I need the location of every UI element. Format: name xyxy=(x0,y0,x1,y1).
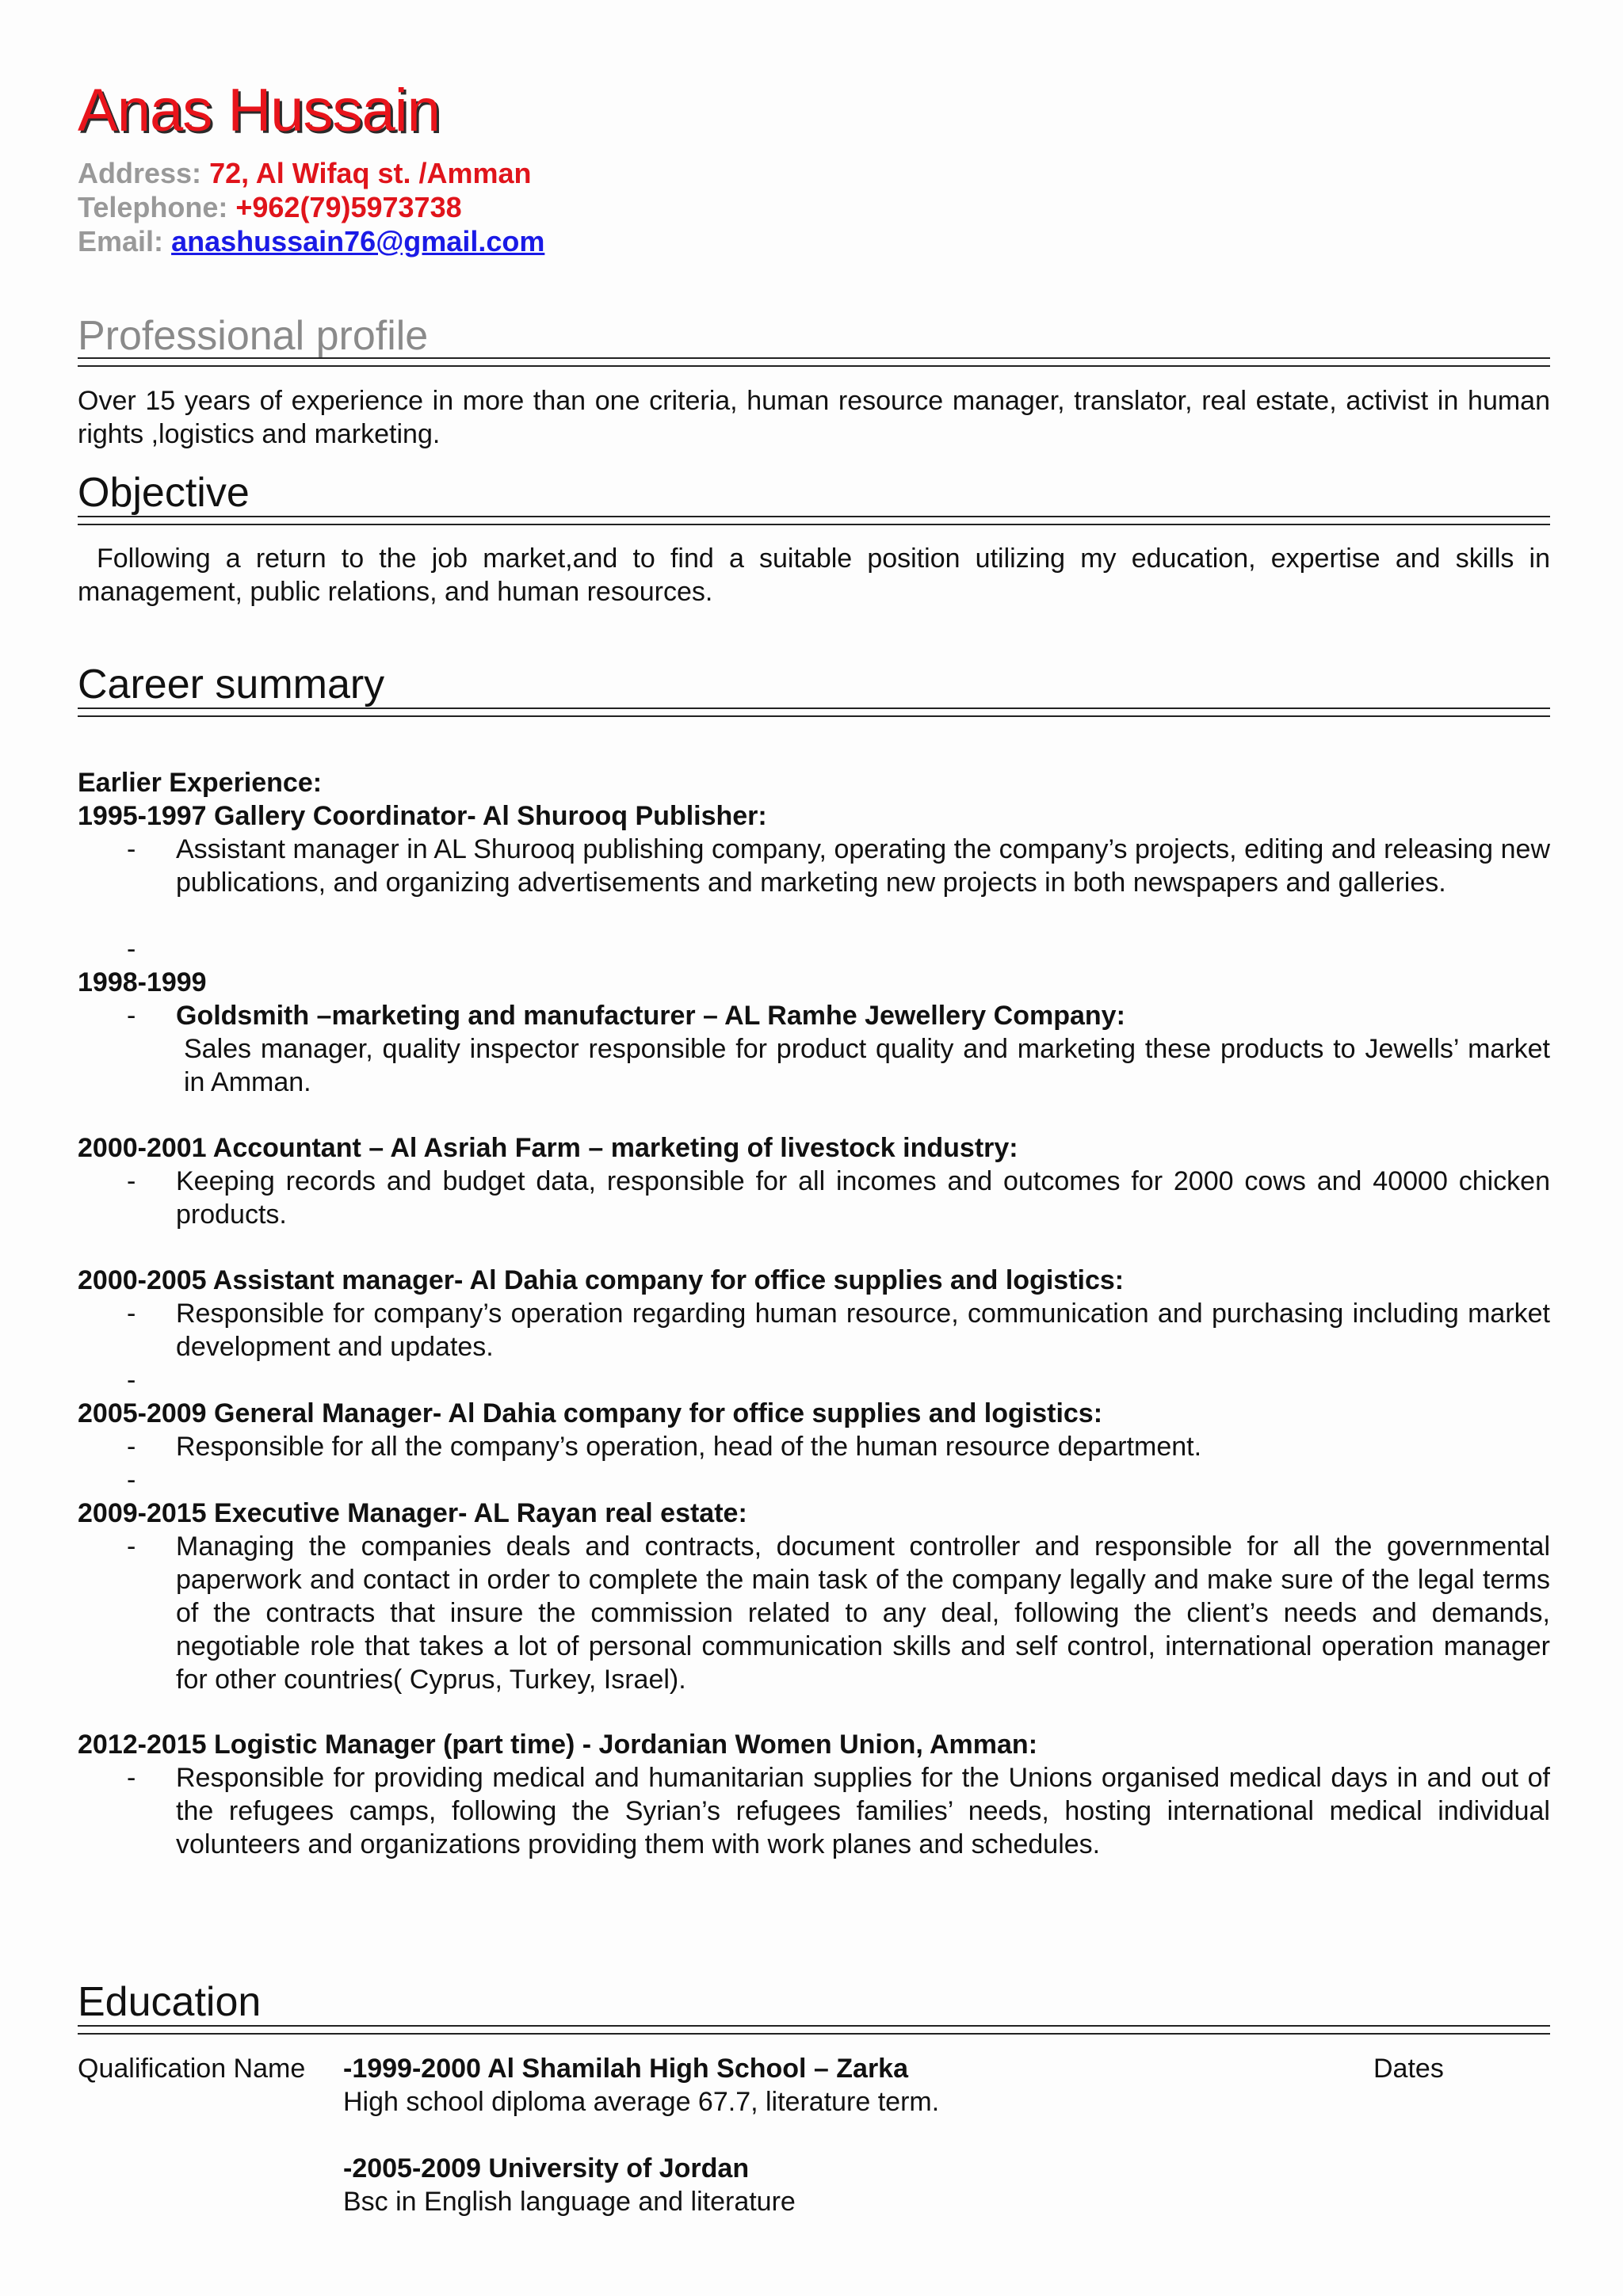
section-title-objective: Objective xyxy=(78,470,250,516)
section-rule xyxy=(78,357,1550,367)
job-heading: 2009-2015 Executive Manager- AL Rayan real estate: xyxy=(78,1498,747,1528)
email-line xyxy=(78,225,544,258)
bullet-dash: - xyxy=(127,1531,136,1562)
email-link[interactable]: anashussain76@gmail.com xyxy=(171,225,545,257)
education-heading: -2005-2009 University of Jordan xyxy=(343,2153,750,2183)
bullet-dash: - xyxy=(127,1001,136,1031)
job-heading: 2005-2009 General Manager- Al Dahia company for office supplies and logistics: xyxy=(78,1398,1103,1428)
address-line xyxy=(78,157,532,190)
bullet-dash: - xyxy=(127,1299,136,1329)
job-description: Responsible for company’s operation regarding human resource, communication and purchasing including market development and updates. xyxy=(176,1299,1550,1362)
education-heading: -1999-2000 Al Shamilah High School – Zarka xyxy=(343,2054,909,2084)
job-heading: 2000-2001 Accountant – Al Asriah Farm – marketing of livestock industry: xyxy=(78,1133,1018,1163)
section-title-career: Career summary xyxy=(78,662,385,707)
bullet-dash: - xyxy=(127,1465,136,1495)
qualification-name-label: Qualification Name xyxy=(78,2054,306,2084)
objective-text: Following a return to the job market,and to find a suitable position utilizing my education, expertise and skills in management, public relations, and human resources. xyxy=(78,543,1550,607)
earlier-experience-heading: Earlier Experience: xyxy=(78,768,323,798)
section-rule xyxy=(78,707,1550,717)
profile-text: Over 15 years of experience in more than one criteria, human resource manager, translator, real estate, activist in human rights ,logistics and marketing. xyxy=(78,386,1550,449)
section-title-profile: Professional profile xyxy=(78,313,429,359)
job-heading: 1995-1997 Gallery Coordinator- Al Shurooq Publisher: xyxy=(78,801,767,831)
bullet-dash: - xyxy=(127,1365,136,1395)
education-detail: Bsc in English language and literature xyxy=(343,2187,796,2217)
section-title-education: Education xyxy=(78,1979,262,2025)
job-description: Keeping records and budget data, responsible for all incomes and outcomes for 2000 cows and 40000 chicken products. xyxy=(176,1166,1550,1230)
job-heading: 2012-2015 Logistic Manager (part time) - Jordanian Women Union, Amman: xyxy=(78,1730,1038,1760)
address-label: Address: xyxy=(78,157,202,189)
section-rule xyxy=(78,516,1550,525)
job-description: Responsible for all the company’s operation, head of the human resource department. xyxy=(176,1432,1202,1462)
telephone-label: Telephone: xyxy=(78,191,228,223)
bullet-dash: - xyxy=(127,1432,136,1462)
job-description: Assistant manager in AL Shurooq publishing company, operating the company’s projects, editing and releasing new publications, and organizing advertisements and marketing new projects in both newspapers and galleries. xyxy=(176,834,1550,898)
bullet-dash: - xyxy=(127,1166,136,1196)
bullet-dash: - xyxy=(127,1763,136,1793)
job-description: Managing the companies deals and contracts, document controller and responsible for all the governmental paperwork and contact in order to complete the main task of the company legally and make sure of the legal terms of the contracts that insure the commission related to any deal, following the client’s needs and demands, negotiable role that takes a lot of personal communication skills and self control, international operation manager for other countries( Cyprus, Turkey, Israel). xyxy=(176,1531,1550,1695)
job-subheading: Goldsmith –marketing and manufacturer – AL Ramhe Jewellery Company: xyxy=(176,1001,1125,1031)
job-heading: 1998-1999 xyxy=(78,967,207,997)
job-heading: 2000-2005 Assistant manager- Al Dahia company for office supplies and logistics: xyxy=(78,1265,1125,1295)
job-description: Sales manager, quality inspector responsible for product quality and marketing these products to Jewells’ market in Amman. xyxy=(184,1034,1550,1097)
bullet-dash: - xyxy=(127,834,136,864)
telephone-line xyxy=(78,191,462,224)
bullet-dash: - xyxy=(127,934,136,964)
dates-label: Dates xyxy=(1373,2054,1444,2084)
education-detail: High school diploma average 67.7, literature term. xyxy=(343,2087,940,2117)
email-label: Email: xyxy=(78,225,164,257)
section-rule xyxy=(78,2025,1550,2035)
candidate-name: Anas Hussain xyxy=(78,77,440,144)
telephone-value: +962(79)5973738 xyxy=(235,191,462,223)
address-value: 72, Al Wifaq st. /Amman xyxy=(209,157,532,189)
job-description: Responsible for providing medical and humanitarian supplies for the Unions organised medical days in and out of the refugees camps, following the Syrian’s refugees families’ needs, hosting international medical individual volunteers and organizations providing them with work planes and schedules. xyxy=(176,1763,1550,1859)
